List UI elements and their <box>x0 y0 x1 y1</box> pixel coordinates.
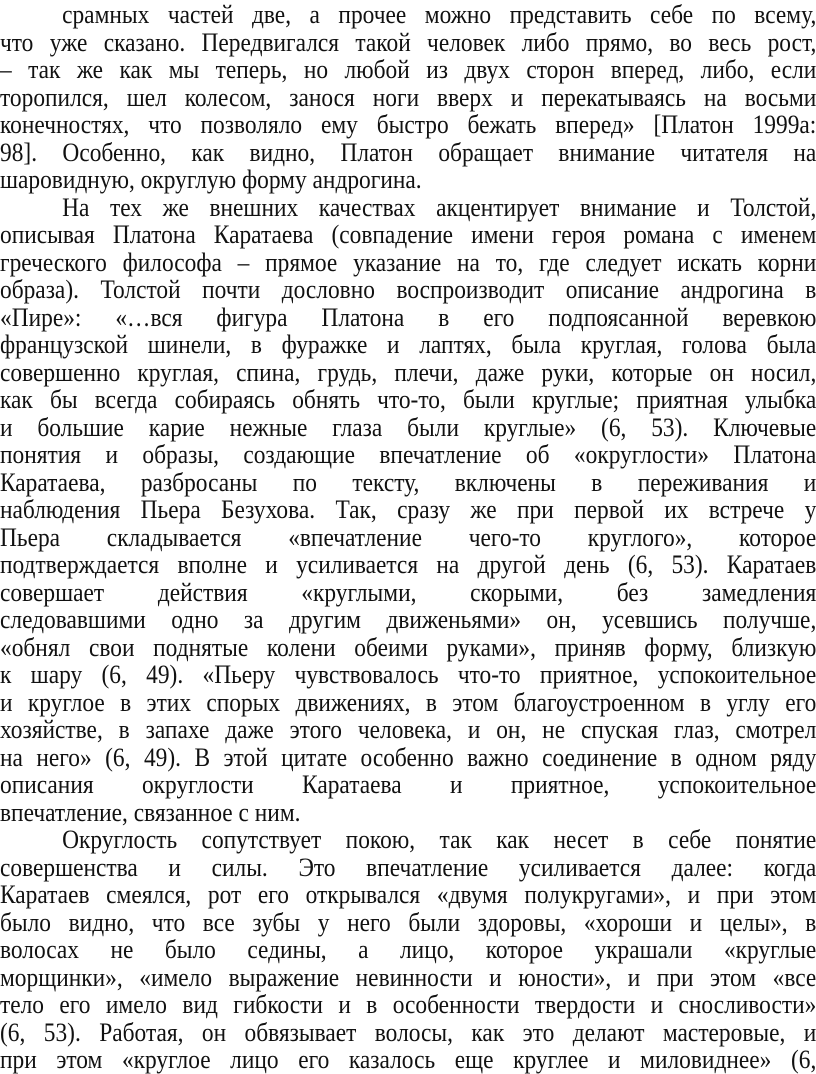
text-line: понятия и образы, создающие впечатление об «округлости» Платона <box>0 440 816 469</box>
text-line: описывая Платона Каратаева (совпадение имени героя романа с именем <box>0 220 816 249</box>
text-line: и круглое в этих спорых движениях, в этом благоустроенном в углу его <box>0 687 816 717</box>
text-line: шаровидную, округлую форму андрогина. <box>0 165 422 194</box>
text-line: к шару (6, 49). «Пьеру чувствовалось что-то приятное, успокоительное <box>0 660 816 689</box>
text-line: торопился, шел колесом, занося ноги вверх и перекатываясь на восьми <box>0 82 816 112</box>
paragraph <box>0 194 816 827</box>
text-line: конечностях, что позволяло ему быстро бежать вперед» [Платон 1999а: <box>0 110 816 139</box>
text-line: греческого философа – прямое указание на то, где следует искать корни <box>0 247 816 277</box>
paragraph <box>0 1 816 194</box>
text-line: морщинки», «имело выражение невинности и юности», и при этом «все <box>0 962 816 992</box>
text-line: Каратаев смеялся, рот его открывался «двумя полукругами», и при этом <box>0 880 816 909</box>
text-line: срамных частей две, а прочее можно представить себе по всему, <box>62 0 816 29</box>
text-line: хозяйстве, в запахе даже этого человека, и он, не спуская глаз, смотрел <box>0 715 816 744</box>
text-line: и большие карие нежные глаза были круглые» (6, 53). Ключевые <box>0 412 816 442</box>
text-line: французской шинели, в фуражке и лаптях, была круглая, голова была <box>0 330 816 359</box>
text-line: совершенно круглая, спина, грудь, плечи, даже руки, которые он носил, <box>0 357 816 387</box>
text-line: Пьера складывается «впечатление чего-то круглого», которое <box>0 522 816 552</box>
text-line: описания округлости Каратаева и приятное, успокоительное <box>0 770 816 799</box>
text-line: было видно, что все зубы у него были здоровы, «хороши и целы», в <box>0 907 816 937</box>
text-line: – так же как мы теперь, но любой из двух сторон вперед, либо, если <box>0 55 816 84</box>
text-line: следовавшими одно за другим движеньями» он, усевшись получше, <box>0 605 816 634</box>
text-line: совершенства и силы. Это впечатление усиливается далее: когда <box>0 852 816 882</box>
text-line: что уже сказано. Передвигался такой человек либо прямо, во весь рост, <box>0 27 816 57</box>
text-line: образа). Толстой почти дословно воспроизводит описание андрогина в <box>0 275 816 304</box>
text-line: тело его имело вид гибкости и в особенности твердости и сносливости» <box>0 990 816 1019</box>
text-line: впечатление, связанное с ним. <box>0 797 301 827</box>
document-page <box>0 1 816 1074</box>
text-line: 98]. Особенно, как видно, Платон обращает внимание читателя на <box>0 137 816 167</box>
text-line: на него» (6, 49). В этой цитате особенно важно соединение в одном ряду <box>0 742 816 772</box>
text-line: На тех же внешних качествах акцентирует внимание и Толстой, <box>62 192 816 222</box>
text-line: волосах не было седины, а лицо, которое украшали «круглые <box>0 935 816 964</box>
paragraph <box>0 826 816 1074</box>
text-line: при этом «круглое лицо его казалось еще круглее и миловиднее» (6, <box>0 1045 816 1074</box>
text-line: (6, 53). Работая, он обвязывает волосы, как это делают мастеровые, и <box>0 1017 816 1047</box>
text-line: совершает действия «круглыми, скорыми, без замедления <box>0 577 816 607</box>
text-line: «обнял свои поднятые колени обеими руками», приняв форму, близкую <box>0 632 816 662</box>
text-line: Округлость сопутствует покою, так как несет в себе понятие <box>62 825 816 854</box>
text-line: Каратаева, разбросаны по тексту, включены в переживания и <box>0 467 816 497</box>
text-line: подтверждается вполне и усиливается на другой день (6, 53). Каратаев <box>0 550 816 579</box>
text-line: как бы всегда собираясь обнять что-то, были круглые; приятная улыбка <box>0 385 816 414</box>
text-line: «Пире»: «…вся фигура Платона в его подпоясанной веревкою <box>0 302 816 332</box>
text-line: наблюдения Пьера Безухова. Так, сразу же при первой их встрече у <box>0 495 816 524</box>
